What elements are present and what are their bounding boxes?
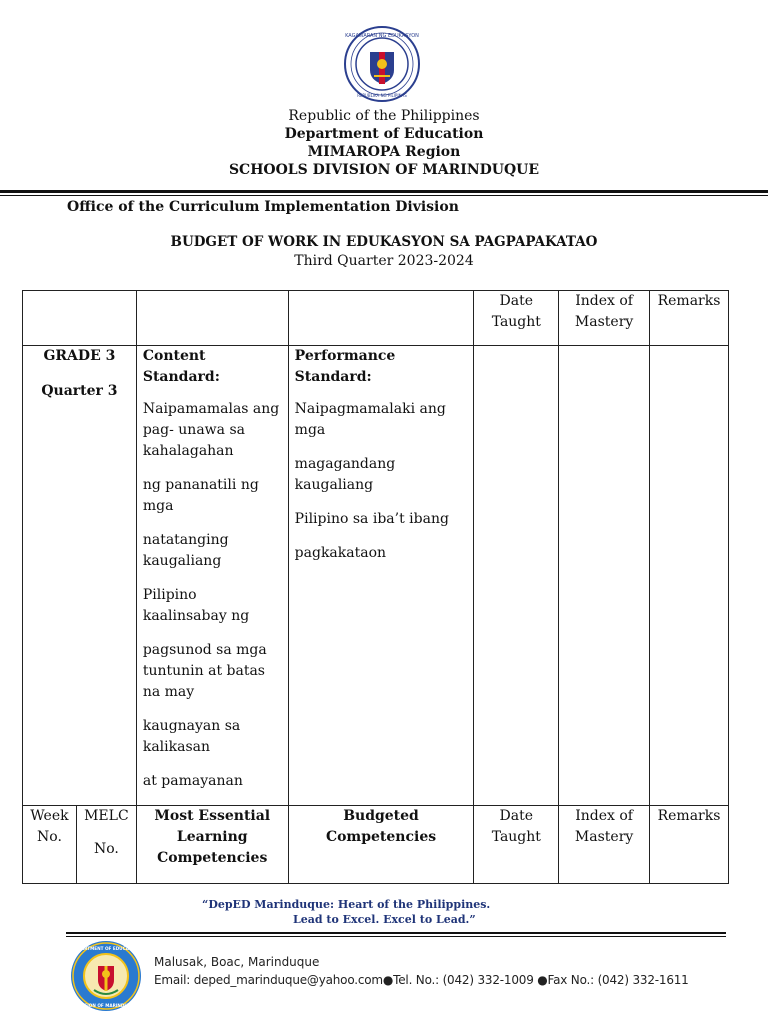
grade-label: GRADE 3: [43, 348, 116, 364]
performance-standard-paragraph: Pilipino sa iba’t ibang: [294, 511, 449, 527]
grade-quarter-cell: [23, 346, 137, 806]
budget-of-work-table: [22, 290, 729, 884]
header-rule-thin: [0, 195, 768, 196]
content-standard-paragraph: at pamayanan: [142, 773, 243, 789]
index-of-mastery-header: Index of Mastery: [559, 291, 650, 346]
office-name: Office of the Curriculum Implementation Division: [67, 199, 459, 215]
deped-seal-logo: [344, 26, 420, 102]
table-header-row: [23, 291, 729, 346]
footer-seal-bottom-text: DIVISION OF MARINDUQUE: [74, 1003, 138, 1008]
performance-standard-cell: [288, 346, 474, 806]
performance-standard-paragraph: Naipagmamalaki ang mga: [294, 401, 446, 438]
budgeted-competencies-header: Budgeted Competencies: [288, 806, 474, 884]
index-of-mastery-header-2: Index of Mastery: [559, 806, 650, 884]
empty-header-cell: [136, 291, 288, 346]
motto-line-2: Lead to Excel. Excel to Lead.”: [293, 913, 476, 926]
date-taught-cell: [474, 346, 559, 806]
content-standard-paragraph: pagsunod sa mga tuntunin at batas na may: [142, 642, 267, 700]
performance-standard-paragraph: magagandang kaugaliang: [294, 456, 396, 493]
most-essential-header: Most Essential Learning Competencies: [136, 806, 288, 884]
seal-bottom-text: REPUBLIKA NG PILIPINAS: [357, 93, 407, 98]
document-title: BUDGET OF WORK IN EDUKASYON SA PAGPAPAKATAO: [170, 234, 598, 250]
content-standard-paragraph: Naipamamalas ang pag- unawa sa kahalagahan: [142, 401, 280, 459]
content-standard-label: Content Standard:: [142, 348, 220, 385]
quarter-label: Quarter 3: [41, 383, 118, 399]
footer-contact: Email: deped_marinduque@yahoo.com●Tel. No.: (042) 332-1009 ●Fax No.: (042) 332-1611: [154, 973, 689, 987]
content-standard-paragraph: ng pananatili ng mga: [142, 477, 259, 514]
competencies-header-row: [23, 806, 729, 884]
content-standard-paragraph: Pilipino kaalinsabay ng: [142, 587, 250, 624]
melc-no-header: MELC No.: [76, 806, 136, 884]
footer-rule: [66, 932, 726, 934]
remarks-cell: [650, 346, 729, 806]
content-standard-cell: [136, 346, 288, 806]
document-subtitle: Third Quarter 2023-2024: [294, 253, 474, 269]
header-region: MIMAROPA Region: [307, 144, 461, 160]
empty-header-cell: [288, 291, 474, 346]
remarks-header: Remarks: [650, 291, 729, 346]
header-division: SCHOOLS DIVISION OF MARINDUQUE: [228, 162, 540, 178]
week-no-header: Week No.: [23, 806, 77, 884]
header-republic: Republic of the Philippines: [288, 108, 480, 124]
header-department: Department of Education: [284, 126, 484, 142]
remarks-header-2: Remarks: [650, 806, 729, 884]
division-seal-logo: [70, 940, 142, 1012]
content-standard-paragraph: natatanging kaugaliang: [142, 532, 229, 569]
header-rule: [0, 190, 768, 193]
motto-line-1: “DepED Marinduque: Heart of the Philippines.: [202, 898, 491, 911]
date-taught-header: Date Taught: [474, 291, 559, 346]
footer-address: Malusak, Boac, Marinduque: [154, 955, 320, 969]
seal-text: KAGAWARAN NG EDUKASYON: [345, 33, 419, 39]
performance-standard-paragraph: pagkakataon: [294, 545, 387, 561]
empty-header-cell: [23, 291, 137, 346]
performance-standard-label: Performance Standard:: [294, 348, 396, 385]
index-of-mastery-cell: [559, 346, 650, 806]
standards-row: [23, 346, 729, 806]
date-taught-header-2: Date Taught: [474, 806, 559, 884]
footer-rule-thin: [66, 936, 726, 937]
footer-seal-text: DEPARTMENT OF EDUCATION: [71, 946, 141, 951]
content-standard-paragraph: kaugnayan sa kalikasan: [142, 718, 241, 755]
